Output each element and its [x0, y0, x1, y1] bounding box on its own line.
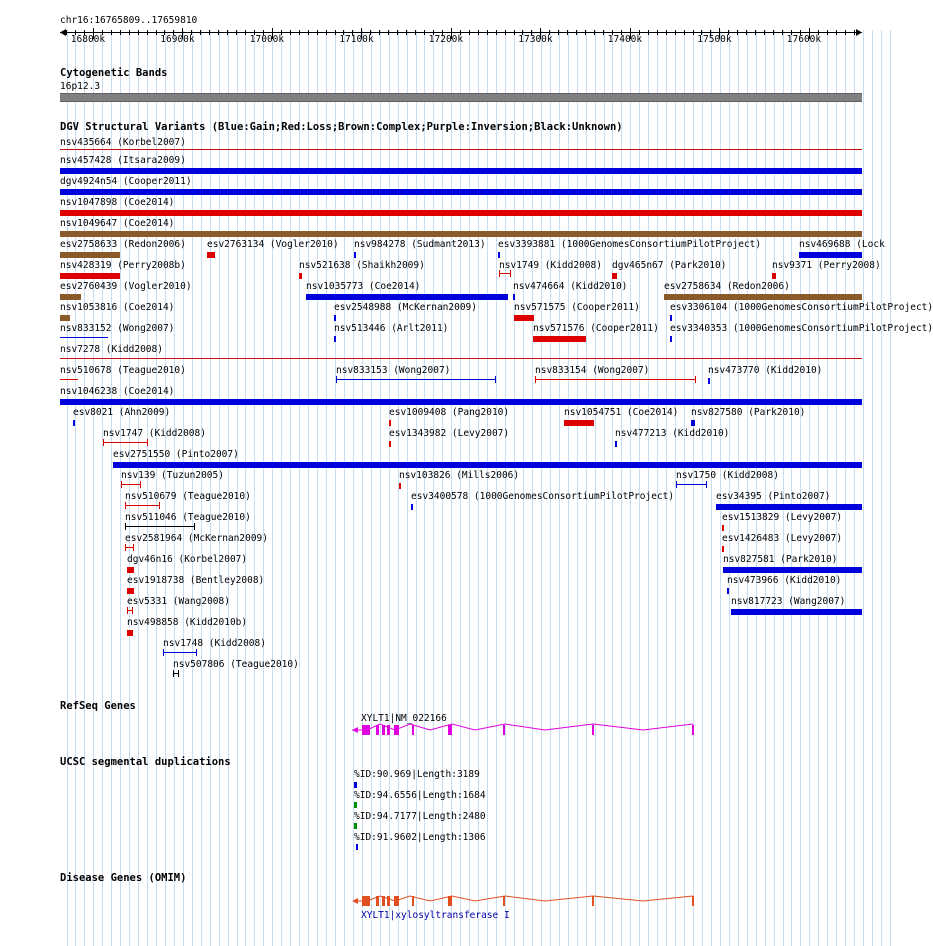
variant-label[interactable]: nsv513446 (Arlt2011)	[334, 323, 449, 334]
variant-bar[interactable]	[722, 546, 724, 552]
variant-bracket-line	[126, 547, 133, 548]
variant-bar[interactable]	[499, 270, 511, 277]
variant-label[interactable]: nsv474664 (Kidd2010)	[513, 281, 628, 292]
variant-bar[interactable]	[799, 252, 862, 258]
variant-label[interactable]: nsv1035773 (Coe2014)	[306, 281, 421, 292]
variant-bar[interactable]	[60, 294, 81, 300]
variant-bar[interactable]	[676, 481, 707, 488]
variant-label[interactable]: esv1009408 (Pang2010)	[389, 407, 510, 418]
variant-bar[interactable]	[612, 273, 617, 279]
variant-bar[interactable]	[113, 462, 862, 468]
segdup-item-label[interactable]: %ID:94.6556|Length:1684	[354, 790, 486, 801]
variant-label[interactable]: esv1918738 (Bentley2008)	[127, 575, 265, 586]
variant-bar[interactable]	[670, 315, 672, 321]
variant-label[interactable]: nsv139 (Tuzun2005)	[121, 470, 224, 481]
variant-label[interactable]: nsv507806 (Teague2010)	[173, 659, 299, 670]
variant-label[interactable]: nsv1749 (Kidd2008)	[499, 260, 602, 271]
variant-bracket-line	[174, 673, 178, 674]
variant-bar[interactable]	[334, 336, 336, 342]
refseq-gene-label[interactable]: XYLT1|NM_022166	[361, 713, 447, 724]
variant-label[interactable]: nsv833152 (Wong2007)	[60, 323, 175, 334]
variant-bar[interactable]	[127, 607, 133, 614]
ruler-tick-label: 17300k	[518, 34, 553, 45]
segdup-item-label[interactable]: %ID:90.969|Length:3189	[354, 769, 480, 780]
variant-label[interactable]: esv5331 (Wang2008)	[127, 596, 230, 607]
ruler-tick-label: 17100k	[339, 34, 374, 45]
ruler-tick-label: 16800k	[70, 34, 106, 45]
variant-bar[interactable]	[60, 189, 862, 195]
variant-label[interactable]: esv8021 (Ahn2009)	[73, 407, 171, 418]
variant-label[interactable]: esv2751550 (Pinto2007)	[113, 449, 239, 460]
variant-bar[interactable]	[60, 231, 862, 237]
ruler-tick-label: 17400k	[607, 34, 643, 45]
variant-bar[interactable]	[73, 420, 75, 426]
variant-label[interactable]: nsv473966 (Kidd2010)	[727, 575, 842, 586]
variant-label[interactable]: nsv571575 (Cooper2011)	[514, 302, 640, 313]
segdup-item-label[interactable]: %ID:91.9602|Length:1306	[354, 832, 486, 843]
variant-bar[interactable]	[389, 420, 391, 426]
variant-label[interactable]: esv3306104 (1000GenomesConsortiumPilotProject)	[670, 302, 933, 313]
variant-bar[interactable]	[664, 294, 862, 300]
variant-bar[interactable]	[127, 588, 134, 594]
variant-label[interactable]: nsv571576 (Cooper2011)	[533, 323, 659, 334]
segdup-title: UCSC segmental duplications	[60, 756, 231, 768]
variant-label[interactable]: nsv1748 (Kidd2008)	[163, 638, 266, 649]
refseq-title: RefSeq Genes	[60, 700, 136, 712]
variant-label[interactable]: nsv521638 (Shaikh2009)	[299, 260, 425, 271]
variant-bar[interactable]	[299, 273, 302, 279]
variant-label[interactable]: nsv1047898 (Coe2014)	[60, 197, 175, 208]
variant-bar[interactable]	[564, 420, 594, 426]
variant-bar[interactable]	[354, 252, 356, 258]
variant-label[interactable]: nsv510678 (Teague2010)	[60, 365, 186, 376]
variant-bar[interactable]	[125, 523, 195, 530]
variant-bar[interactable]	[60, 358, 862, 359]
variant-bar[interactable]	[716, 504, 862, 510]
variant-bar[interactable]	[60, 379, 78, 380]
variant-bar[interactable]	[389, 441, 391, 447]
variant-bar[interactable]	[60, 210, 862, 216]
ruler-tick-label: 16900k	[160, 34, 195, 45]
variant-bar[interactable]	[498, 252, 500, 258]
variant-bar[interactable]	[306, 294, 508, 300]
variant-bar[interactable]	[60, 399, 862, 405]
variant-bracket-line	[536, 379, 695, 380]
variant-label[interactable]: esv1426483 (Levy2007)	[722, 533, 843, 544]
ruler-arrow-right	[856, 29, 862, 36]
variant-bar[interactable]	[125, 544, 134, 551]
variant-bar[interactable]	[60, 252, 120, 258]
variant-bar[interactable]	[60, 315, 70, 321]
variant-bar[interactable]	[708, 378, 710, 384]
variant-label[interactable]: nsv1049647 (Coe2014)	[60, 218, 175, 229]
variant-bar[interactable]	[513, 294, 515, 300]
variant-label[interactable]: nsv511046 (Teague2010)	[125, 512, 251, 523]
variant-label[interactable]: nsv477213 (Kidd2010)	[615, 428, 730, 439]
variant-bar[interactable]	[399, 483, 401, 489]
omim-gene-label[interactable]: XYLT1|xylosyltransferase I	[361, 910, 510, 921]
variant-label[interactable]: nsv833154 (Wong2007)	[535, 365, 650, 376]
variant-label[interactable]: nsv473770 (Kidd2010)	[708, 365, 823, 376]
variant-bar[interactable]	[125, 502, 160, 509]
dgv-title: DGV Structural Variants (Blue:Gain;Red:Loss;Brown:Complex;Purple:Inversion;Black:Unknown)	[60, 121, 623, 133]
variant-label[interactable]: esv2763134 (Vogler2010)	[207, 239, 339, 250]
variant-bar[interactable]	[722, 525, 724, 531]
variant-bar[interactable]	[60, 337, 108, 338]
variant-bar[interactable]	[60, 168, 862, 174]
variant-label[interactable]: nsv827581 (Park2010)	[723, 554, 838, 565]
variant-bar[interactable]	[127, 630, 133, 636]
variant-bar[interactable]	[121, 481, 141, 488]
variant-label[interactable]: esv2548988 (McKernan2009)	[334, 302, 477, 313]
variant-bar[interactable]	[207, 252, 215, 258]
variant-bracket-line	[126, 526, 194, 527]
segdup-item-bar[interactable]	[354, 823, 357, 829]
variant-bracket-line	[104, 442, 147, 443]
ruler-tick-label: 17200k	[428, 34, 464, 45]
variant-label[interactable]: nsv457428 (Itsara2009)	[60, 155, 186, 166]
variant-bracket-line	[500, 273, 510, 274]
variant-bracket-line	[337, 379, 495, 380]
variant-bar[interactable]	[127, 567, 134, 573]
variant-bracket-line	[164, 652, 196, 653]
cytoband-title: Cytogenetic Bands	[60, 67, 168, 79]
variant-label[interactable]: nsv1046238 (Coe2014)	[60, 386, 175, 397]
variant-label[interactable]: nsv510679 (Teague2010)	[125, 491, 251, 502]
variant-bracket-line	[128, 610, 132, 611]
variant-label[interactable]: dgv4924n54 (Cooper2011)	[60, 176, 192, 187]
variant-bar[interactable]	[670, 336, 672, 342]
cytoband-label: 16p12.3	[60, 81, 101, 92]
ruler-tick-label: 17500k	[697, 34, 732, 45]
variant-label[interactable]: esv3393881 (1000GenomesConsortiumPilotProject)	[498, 239, 762, 250]
variant-label[interactable]: nsv435664 (Korbel2007)	[60, 137, 186, 148]
variant-label[interactable]: esv2581964 (McKernan2009)	[125, 533, 268, 544]
variant-label[interactable]: esv3400578 (1000GenomesConsortiumPilotProject)	[411, 491, 675, 502]
segdup-item-bar[interactable]	[354, 802, 357, 808]
variant-bracket-line	[677, 484, 706, 485]
ruler-tick-label: 17000k	[249, 34, 285, 45]
variant-bar[interactable]	[731, 609, 862, 615]
variant-bar[interactable]	[163, 649, 197, 656]
variant-label[interactable]: esv3340353 (1000GenomesConsortiumPilotProject)	[670, 323, 933, 334]
variant-bar[interactable]	[103, 439, 148, 446]
variant-label[interactable]: dgv46n16 (Korbel2007)	[127, 554, 248, 565]
variant-bracket-line	[126, 505, 159, 506]
refseq-gene-model[interactable]	[0, 721, 890, 741]
variant-bar[interactable]	[336, 376, 496, 383]
variant-label[interactable]: nsv1054751 (Coe2014)	[564, 407, 679, 418]
variant-bar[interactable]	[533, 336, 586, 342]
ruler-arrow-left	[60, 29, 66, 36]
variant-label[interactable]: esv2758634 (Redon2006)	[664, 281, 790, 292]
variant-label[interactable]: nsv9371 (Perry2008)	[772, 260, 881, 271]
variant-bar[interactable]	[60, 149, 862, 150]
variant-label[interactable]: nsv428319 (Perry2008b)	[60, 260, 186, 271]
variant-label[interactable]: nsv1053816 (Coe2014)	[60, 302, 175, 313]
variant-bar[interactable]	[723, 567, 862, 573]
variant-bar[interactable]	[514, 315, 534, 321]
variant-label[interactable]: esv2758633 (Redon2006)	[60, 239, 186, 250]
variant-label[interactable]: nsv469688 (Lock	[799, 239, 885, 250]
ruler-tick-label: 17600k	[786, 34, 822, 45]
variant-bar[interactable]	[727, 588, 729, 594]
variant-label[interactable]: nsv827580 (Park2010)	[691, 407, 806, 418]
segdup-item-label[interactable]: %ID:94.7177|Length:2480	[354, 811, 486, 822]
variant-bar[interactable]	[535, 376, 696, 383]
variant-bar[interactable]	[772, 273, 776, 279]
variant-bar[interactable]	[411, 504, 413, 510]
segdup-item-bar[interactable]	[356, 844, 358, 850]
variant-label[interactable]: esv1343982 (Levy2007)	[389, 428, 510, 439]
variant-label[interactable]: nsv1747 (Kidd2008)	[103, 428, 206, 439]
variant-bar[interactable]	[691, 420, 695, 426]
omim-title: Disease Genes (OMIM)	[60, 872, 187, 884]
variant-bar[interactable]	[173, 670, 179, 677]
segdup-item-bar[interactable]	[354, 782, 357, 788]
variant-label[interactable]: nsv833153 (Wong2007)	[336, 365, 451, 376]
omim-gene-model[interactable]	[0, 893, 890, 909]
variant-label[interactable]: nsv1750 (Kidd2008)	[676, 470, 779, 481]
variant-label[interactable]: nsv817723 (Wang2007)	[731, 596, 846, 607]
variant-bar[interactable]	[334, 315, 336, 321]
cytoband-bar[interactable]	[60, 93, 862, 102]
region-coordinates: chr16:16765809..17659810	[60, 15, 198, 26]
variant-label[interactable]: nsv7278 (Kidd2008)	[60, 344, 163, 355]
variant-label[interactable]: dgv465n67 (Park2010)	[612, 260, 727, 271]
variant-label[interactable]: esv1513829 (Levy2007)	[722, 512, 843, 523]
variant-label[interactable]: nsv984278 (Sudmant2013)	[354, 239, 486, 250]
variant-label[interactable]: esv2760439 (Vogler2010)	[60, 281, 192, 292]
variant-bar[interactable]	[615, 441, 617, 447]
variant-label[interactable]: nsv498858 (Kidd2010b)	[127, 617, 248, 628]
variant-bar[interactable]	[60, 273, 120, 279]
variant-label[interactable]: esv34395 (Pinto2007)	[716, 491, 831, 502]
variant-label[interactable]: nsv103826 (Mills2006)	[399, 470, 520, 481]
variant-bracket-line	[122, 484, 140, 485]
